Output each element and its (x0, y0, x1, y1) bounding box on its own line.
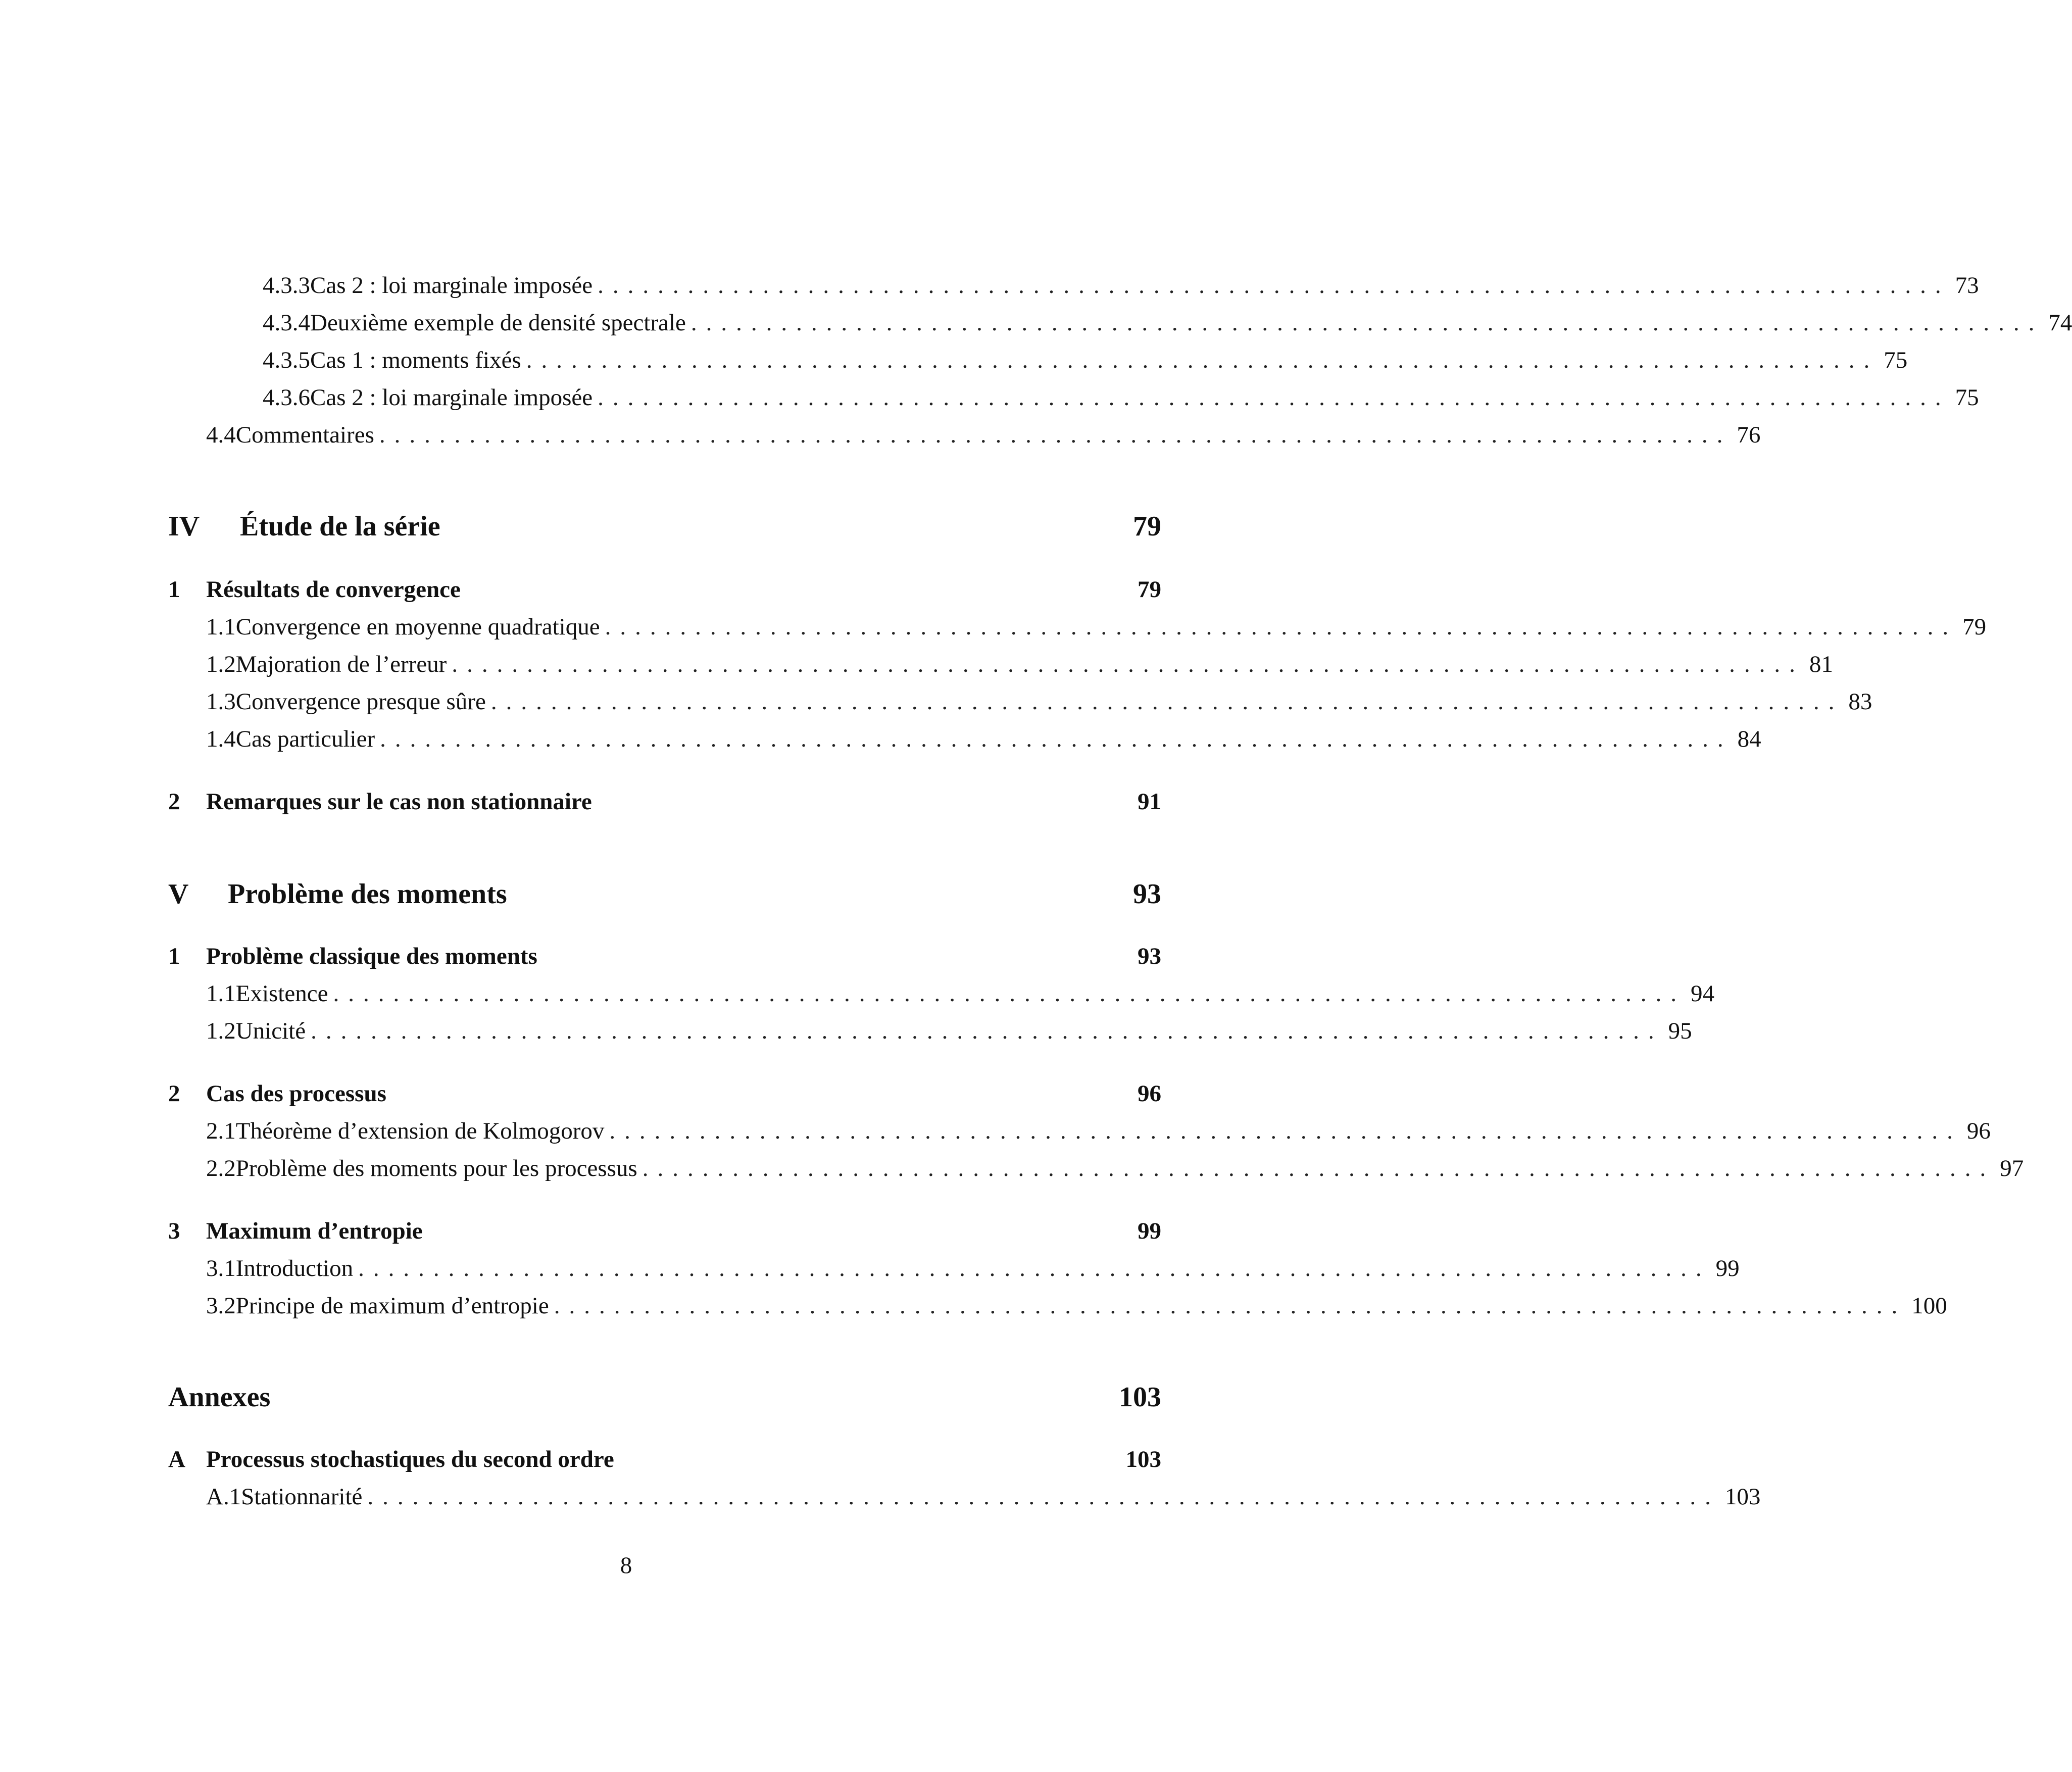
entry-title: Existence (235, 980, 328, 1007)
section-page: 103 (1125, 1446, 1161, 1472)
part-number: IV (168, 511, 200, 542)
dot-leader: .......................................................................................... (490, 688, 1844, 715)
section-heading[interactable] (168, 1080, 1161, 1107)
section-title: Maximum d’entropie (206, 1218, 423, 1244)
section-title: Résultats de convergence (206, 576, 461, 603)
toc-entry[interactable] (206, 980, 1714, 1007)
dot-leader: .......................................................................................... (598, 384, 1950, 411)
entry-number: 4.4 (206, 422, 236, 448)
entry-title: Unicité (235, 1018, 306, 1044)
entry-page: 99 (1715, 1255, 1740, 1282)
section-page: 93 (1138, 943, 1161, 969)
entry-number: 4.3.5 (263, 347, 310, 373)
entry-page: 96 (1966, 1118, 1991, 1144)
dot-leader: .......................................................................................... (605, 614, 1958, 640)
dot-leader: .......................................................................................... (690, 310, 2044, 336)
entry-number: 1.1 (206, 980, 236, 1007)
toc-entry[interactable] (206, 1155, 2024, 1182)
entry-page: 94 (1690, 980, 1714, 1007)
entry-number: 1.2 (206, 651, 236, 677)
entry-page: 75 (1884, 347, 1908, 373)
section-page: 91 (1138, 789, 1161, 815)
entry-number: 2.1 (206, 1118, 236, 1144)
entry-title: Théorème d’extension de Kolmogorov (235, 1118, 605, 1144)
toc-entry[interactable] (206, 1483, 1761, 1510)
entry-number: 1.4 (206, 726, 236, 752)
dot-leader: .......................................................................................... (379, 422, 1732, 448)
toc-entry[interactable] (206, 1255, 1740, 1282)
entry-title: Problème des moments pour les processus (235, 1155, 637, 1182)
entry-page: 83 (1848, 688, 1872, 715)
entry-number: A.1 (206, 1484, 241, 1510)
section-number: A (168, 1446, 185, 1472)
part-title: Annexes (168, 1382, 271, 1413)
section-number: 3 (168, 1218, 180, 1244)
entry-title: Deuxième exemple de densité spectrale (310, 310, 686, 336)
part-page: 79 (1133, 511, 1161, 542)
part-title: Problème des moments (228, 878, 507, 910)
section-page: 79 (1138, 576, 1161, 603)
toc-entry[interactable] (206, 651, 1833, 678)
section-number: 2 (168, 1080, 180, 1107)
entry-title: Cas 1 : moments fixés (310, 347, 521, 373)
entry-number: 4.3.6 (263, 384, 310, 411)
toc-entry[interactable] (206, 421, 1761, 449)
entry-page: 95 (1668, 1018, 1692, 1044)
entry-page: 75 (1955, 384, 1979, 411)
entry-number: 4.3.4 (263, 310, 310, 336)
toc-entry[interactable] (263, 384, 1979, 411)
entry-page: 84 (1737, 726, 1761, 752)
entry-title: Convergence presque sûre (235, 688, 486, 715)
dot-leader: .......................................................................................... (452, 651, 1804, 677)
toc-entry[interactable] (206, 1292, 1947, 1319)
toc-entry[interactable] (206, 1017, 1692, 1045)
section-heading[interactable] (168, 788, 1161, 815)
entry-number: 1.1 (206, 614, 236, 640)
section-heading[interactable] (168, 943, 1161, 970)
entry-title: Cas particulier (235, 726, 375, 752)
section-page: 96 (1138, 1080, 1161, 1107)
entry-title: Cas 2 : loi marginale imposée (310, 384, 593, 411)
entry-page: 103 (1724, 1484, 1761, 1510)
entry-title: Introduction (235, 1255, 354, 1282)
section-number: 2 (168, 789, 180, 815)
entry-number: 1.2 (206, 1018, 236, 1044)
page-number: 8 (620, 1552, 632, 1579)
entry-page: 76 (1737, 422, 1761, 448)
dot-leader: .......................................................................................... (598, 272, 1950, 299)
toc-entry[interactable] (206, 688, 1872, 715)
section-page: 99 (1138, 1218, 1161, 1244)
entry-title: Principe de maximum d’entropie (235, 1293, 549, 1319)
entry-page: 100 (1911, 1293, 1947, 1319)
section-title: Cas des processus (206, 1080, 386, 1107)
dot-leader: .......................................................................................... (358, 1255, 1711, 1282)
part-page: 103 (1119, 1382, 1161, 1413)
part-heading[interactable] (168, 1381, 1161, 1413)
section-heading[interactable] (168, 1446, 1161, 1473)
part-page: 93 (1133, 878, 1161, 910)
entry-page: 74 (2048, 310, 2072, 336)
dot-leader: .......................................................................................... (367, 1484, 1720, 1510)
dot-leader: .......................................................................................... (554, 1293, 1907, 1319)
entry-page: 81 (1809, 651, 1833, 677)
dot-leader: .......................................................................................... (642, 1155, 1995, 1182)
entry-title: Cas 2 : loi marginale imposée (310, 272, 593, 299)
toc-entry[interactable] (263, 272, 1979, 299)
entry-number: 3.1 (206, 1255, 236, 1282)
part-heading[interactable] (168, 878, 1161, 910)
toc-entry[interactable] (263, 347, 1908, 374)
toc-entry[interactable] (206, 725, 1761, 753)
section-title: Processus stochastiques du second ordre (206, 1446, 614, 1472)
section-heading[interactable] (168, 1217, 1161, 1245)
dot-leader: .......................................................................................... (333, 980, 1686, 1007)
toc-entry[interactable] (206, 613, 1987, 641)
entry-title: Stationnarité (241, 1484, 363, 1510)
dot-leader: .......................................................................................... (311, 1018, 1663, 1044)
section-title: Problème classique des moments (206, 943, 537, 969)
part-number: V (168, 878, 189, 910)
entry-number: 2.2 (206, 1155, 236, 1182)
part-title: Étude de la série (240, 511, 440, 542)
entry-page: 73 (1955, 272, 1979, 299)
part-heading[interactable] (168, 510, 1161, 543)
dot-leader: .......................................................................................... (380, 726, 1733, 752)
entry-page: 79 (1962, 614, 1987, 640)
entry-number: 3.2 (206, 1293, 236, 1319)
entry-title: Convergence en moyenne quadratique (235, 614, 600, 640)
dot-leader: .......................................................................................... (526, 347, 1879, 373)
section-heading[interactable] (168, 576, 1161, 603)
entry-title: Commentaires (235, 422, 374, 448)
entry-number: 4.3.3 (263, 272, 310, 299)
section-title: Remarques sur le cas non stationnaire (206, 789, 592, 815)
dot-leader: .......................................................................................... (609, 1118, 1962, 1144)
section-number: 1 (168, 943, 180, 969)
entry-title: Majoration de l’erreur (235, 651, 447, 677)
entry-number: 1.3 (206, 688, 236, 715)
toc-entry[interactable] (263, 309, 2072, 336)
entry-page: 97 (2000, 1155, 2024, 1182)
section-number: 1 (168, 576, 180, 603)
toc-entry[interactable] (206, 1117, 1991, 1145)
